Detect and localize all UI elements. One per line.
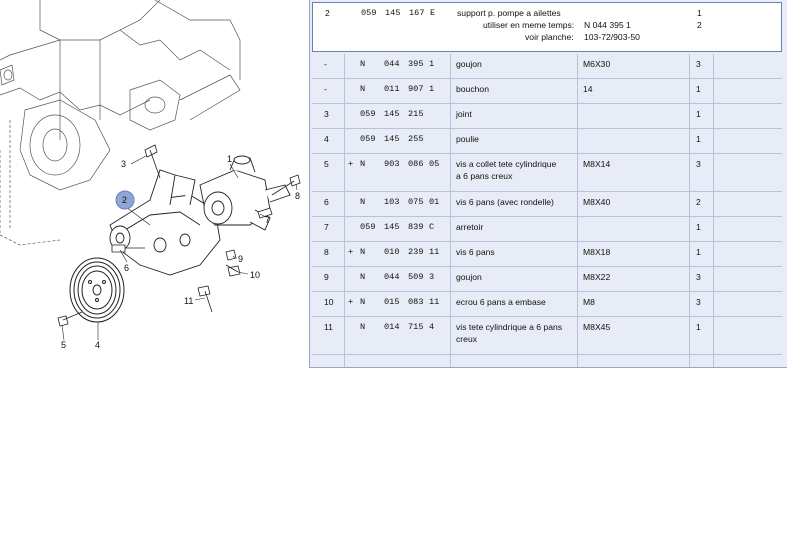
row-ref-3: 083 [408, 297, 424, 307]
table-row[interactable] [312, 267, 782, 292]
row-description: goujon [456, 272, 482, 282]
row-ref-4: 1 [429, 59, 435, 69]
row-ref-3: 395 [408, 59, 424, 69]
callout-6[interactable]: 6 [124, 263, 130, 273]
row-ref-1: N [360, 297, 366, 307]
row-ref-1: N [360, 59, 366, 69]
row-ref-3: 086 [408, 159, 424, 169]
row-position: 5 [324, 159, 329, 169]
row-position: 4 [324, 134, 329, 144]
table-row[interactable] [312, 292, 782, 317]
row-ref-1: 059 [360, 109, 376, 119]
row-spec: M6X30 [583, 59, 611, 69]
row-description: poulie [456, 134, 479, 144]
pulley [70, 258, 124, 322]
row-ref-1: 059 [360, 134, 376, 144]
row-ref-2: 044 [384, 272, 400, 282]
use-together-qty: 2 [697, 20, 702, 30]
row-position: 6 [324, 197, 329, 207]
row-spec: M8X14 [583, 159, 611, 169]
row-quantity: 3 [696, 272, 701, 282]
parts-list-panel [309, 0, 787, 368]
row-ref-2: 145 [384, 222, 400, 232]
table-row[interactable] [312, 54, 782, 79]
table-row[interactable] [312, 242, 782, 267]
row-ref-4: 05 [429, 159, 440, 169]
see-plate-value: 103-72/903-50 [584, 32, 640, 42]
row-description: goujon [456, 59, 482, 69]
vane-pump [200, 156, 290, 230]
row-spec: M8X40 [583, 197, 611, 207]
callout-3[interactable]: 3 [121, 159, 127, 169]
row-ref-2: 103 [384, 197, 400, 207]
row-ref-2: 044 [384, 59, 400, 69]
row-description: vis 6 pans [456, 247, 495, 257]
part-position: 2 [325, 8, 330, 18]
callout-1[interactable]: 1 [227, 154, 233, 164]
row-ref-2: 145 [384, 134, 400, 144]
row-ref-2: 014 [384, 322, 400, 332]
callout-8[interactable]: 8 [295, 191, 301, 201]
exploded-parts-diagram [0, 0, 308, 368]
row-quantity: 2 [696, 197, 701, 207]
see-plate-label: voir planche: [525, 32, 574, 42]
row-ref-4: 01 [429, 197, 440, 207]
row-quantity: 1 [696, 247, 701, 257]
row-position: 10 [324, 297, 334, 307]
row-spec: M8 [583, 297, 595, 307]
row-ref-1: 059 [360, 222, 376, 232]
row-ref-2: 010 [384, 247, 400, 257]
row-description: bouchon [456, 84, 489, 94]
callout-10[interactable]: 10 [250, 270, 261, 280]
row-ref-3: 215 [408, 109, 424, 119]
row-description: vis a collet tete cylindrique [456, 159, 557, 169]
part-quantity: 1 [697, 8, 702, 18]
row-spec: 14 [583, 84, 593, 94]
row-ref-1: N [360, 159, 366, 169]
row-ref-4: 1 [429, 84, 435, 94]
table-row[interactable] [312, 79, 782, 104]
row-quantity: 1 [696, 222, 701, 232]
row-ref-3: 715 [408, 322, 424, 332]
row-description-cont: a 6 pans creux [456, 171, 513, 181]
table-row[interactable] [312, 192, 782, 217]
row-description-cont: creux [456, 334, 478, 344]
table-row[interactable] [312, 217, 782, 242]
row-quantity: 3 [696, 297, 701, 307]
row-plus-flag: + [348, 247, 354, 257]
row-position: 7 [324, 222, 329, 232]
row-ref-2: 145 [384, 109, 400, 119]
row-ref-4: 11 [429, 247, 440, 257]
table-row[interactable] [312, 317, 782, 355]
row-ref-1: N [360, 247, 366, 257]
row-ref-3: 255 [408, 134, 424, 144]
use-together-value: N 044 395 1 [584, 20, 631, 30]
table-row[interactable] [312, 129, 782, 154]
callout-4[interactable]: 4 [95, 340, 101, 350]
callout-9[interactable]: 9 [238, 254, 244, 264]
row-ref-2: 015 [384, 297, 400, 307]
row-ref-4: C [429, 222, 435, 232]
row-ref-4: 11 [429, 297, 440, 307]
row-ref-3: 839 [408, 222, 424, 232]
part-ref-2: 145 [385, 8, 401, 18]
row-ref-3: 075 [408, 197, 424, 207]
callout-2[interactable]: 2 [122, 195, 128, 205]
table-row[interactable] [312, 154, 782, 192]
row-description: vis tete cylindrique a 6 pans [456, 322, 563, 332]
row-ref-1: N [360, 272, 366, 282]
row-ref-1: N [360, 197, 366, 207]
row-quantity: 1 [696, 84, 701, 94]
use-together-label: utiliser en meme temps: [483, 20, 575, 30]
row-plus-flag: + [348, 159, 354, 169]
callout-7[interactable]: 7 [265, 215, 271, 225]
row-ref-1: N [360, 322, 366, 332]
row-position: - [324, 59, 327, 69]
row-ref-4: 3 [429, 272, 435, 282]
part-designation: support p. pompe a ailettes [457, 8, 561, 18]
part-ref-1: 059 [361, 8, 377, 18]
row-ref-1: N [360, 84, 366, 94]
row-description: joint [456, 109, 472, 119]
row-description: arretoir [456, 222, 484, 232]
row-spec: M8X45 [583, 322, 611, 332]
row-quantity: 1 [696, 134, 701, 144]
row-ref-2: 903 [384, 159, 400, 169]
part-ref-3: 167 [409, 8, 425, 18]
callout-5[interactable]: 5 [61, 340, 67, 350]
row-quantity: 1 [696, 322, 701, 332]
table-row[interactable] [312, 104, 782, 129]
row-spec: M8X18 [583, 247, 611, 257]
row-position: 3 [324, 109, 329, 119]
row-ref-3: 239 [408, 247, 424, 257]
row-quantity: 1 [696, 109, 701, 119]
selected-part-row[interactable] [312, 2, 782, 52]
row-ref-4: 4 [429, 322, 435, 332]
row-ref-2: 011 [384, 84, 400, 94]
callout-11[interactable]: 11 [184, 296, 194, 306]
row-description: vis 6 pans (avec rondelle) [456, 197, 554, 207]
row-quantity: 3 [696, 59, 701, 69]
row-ref-3: 509 [408, 272, 424, 282]
row-plus-flag: + [348, 297, 354, 307]
row-spec: M8X22 [583, 272, 611, 282]
diagram-svg [0, 0, 308, 368]
row-description: ecrou 6 pans a embase [456, 297, 546, 307]
row-position: - [324, 84, 327, 94]
row-position: 11 [324, 322, 333, 332]
row-quantity: 3 [696, 159, 701, 169]
part-ref-4: E [430, 8, 436, 18]
row-ref-3: 907 [408, 84, 424, 94]
row-position: 9 [324, 272, 329, 282]
row-position: 8 [324, 247, 329, 257]
